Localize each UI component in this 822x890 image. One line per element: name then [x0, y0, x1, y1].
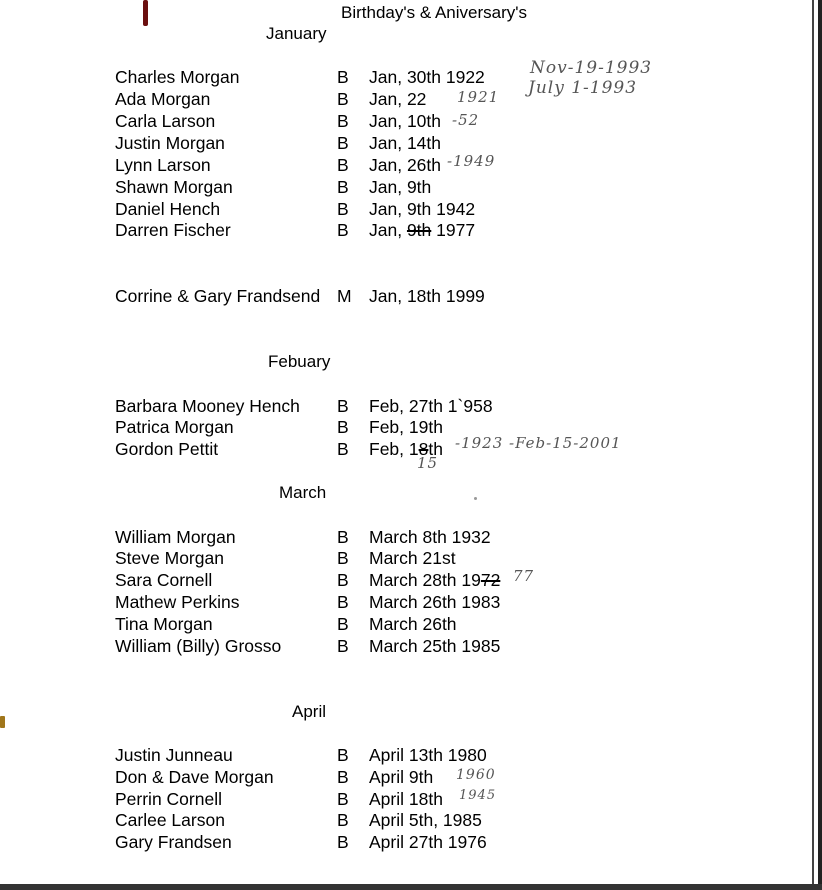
person-name: Steve Morgan — [115, 548, 224, 568]
person-name: Sara Cornell — [115, 570, 213, 590]
entry-type: B — [337, 111, 349, 131]
handwritten-note: 1960 — [456, 767, 496, 783]
entry-date: Jan, 26th — [369, 155, 441, 175]
entry-date — [369, 570, 500, 590]
person-name: Ada Morgan — [115, 89, 211, 109]
month-heading-february: Febuary — [268, 352, 331, 371]
entry-date: April 5th, 1985 — [369, 810, 482, 830]
entry-type: B — [337, 832, 349, 852]
entry-type: B — [337, 636, 349, 656]
month-heading-april: April — [292, 702, 327, 721]
person-name: Barbara Mooney Hench — [115, 396, 300, 416]
date-text: Feb, 1 — [369, 439, 419, 459]
entry-type: B — [337, 177, 349, 197]
person-name: Mathew Perkins — [115, 592, 240, 612]
date-text: th — [428, 439, 443, 459]
date-text: Jan, — [369, 220, 407, 240]
date-text: 1977 — [431, 220, 476, 240]
entry-date: Jan, 9th — [369, 177, 432, 197]
handwritten-note: July 1-1993 — [528, 78, 638, 98]
entry-type: B — [337, 396, 349, 416]
entry-type: B — [337, 810, 349, 830]
entry-date: April 13th 1980 — [369, 745, 487, 765]
person-name: Charles Morgan — [115, 67, 240, 87]
person-name: William Morgan — [115, 527, 236, 547]
entry-date: Jan, 18th 1999 — [369, 286, 485, 306]
struck-text: 9th — [406, 220, 432, 240]
entry-date — [369, 220, 475, 240]
struck-text: 8 — [418, 439, 429, 459]
handwritten-note: -1949 — [447, 152, 496, 170]
entry-type: B — [337, 745, 349, 765]
entry-type: B — [337, 570, 349, 590]
entry-date: Feb, 19th — [369, 417, 443, 437]
entry-type: B — [337, 439, 349, 459]
dust-speck — [474, 497, 477, 500]
entry-date: April 27th 1976 — [369, 832, 487, 852]
person-name: Patrica Morgan — [115, 417, 234, 437]
person-name: Carlee Larson — [115, 810, 225, 830]
scan-border-right — [818, 0, 822, 890]
handwritten-note: 15 — [417, 454, 439, 472]
entry-date: March 26th 1983 — [369, 592, 501, 612]
person-name: Perrin Cornell — [115, 789, 222, 809]
person-name: William (Billy) Grosso — [115, 636, 282, 656]
entry-type: B — [337, 67, 349, 87]
person-name: Carla Larson — [115, 111, 216, 131]
page-edge — [812, 0, 814, 890]
entry-date: April 9th — [369, 767, 434, 787]
entry-type: B — [337, 220, 349, 240]
entry-type: B — [337, 789, 349, 809]
person-name: Justin Junneau — [115, 745, 233, 765]
entry-type: B — [337, 89, 349, 109]
entry-type: B — [337, 199, 349, 219]
entry-date: March 21st — [369, 548, 456, 568]
entry-date: April 18th — [369, 789, 443, 809]
person-name: Tina Morgan — [115, 614, 213, 634]
handwritten-note: 77 — [513, 567, 535, 585]
entry-date: Jan, 30th 1922 — [369, 67, 485, 87]
stain-mark — [0, 716, 5, 728]
person-name: Don & Dave Morgan — [115, 767, 274, 787]
handwritten-note: -1923 -Feb-15-2001 — [455, 434, 622, 452]
person-name: Gordon Pettit — [115, 439, 219, 459]
person-name: Shawn Morgan — [115, 177, 233, 197]
entry-type: B — [337, 133, 349, 153]
person-name: Justin Morgan — [115, 133, 225, 153]
ink-mark — [143, 0, 148, 26]
entry-date: March 26th — [369, 614, 457, 634]
person-name: Daniel Hench — [115, 199, 221, 219]
struck-text: 72 — [480, 570, 501, 590]
person-name: Gary Frandsen — [115, 832, 232, 852]
entry-date: Jan, 22 — [369, 89, 427, 109]
entry-date: Feb, 27th 1`958 — [369, 396, 493, 416]
handwritten-note: 1921 — [457, 88, 500, 106]
date-text: March 28th 19 — [369, 570, 481, 590]
entry-date: Jan, 9th 1942 — [369, 199, 476, 219]
entry-type: B — [337, 614, 349, 634]
entry-type: B — [337, 155, 349, 175]
entry-type: B — [337, 767, 349, 787]
person-name: Darren Fischer — [115, 220, 231, 240]
entry-type: M — [337, 286, 352, 306]
entry-date: March 8th 1932 — [369, 527, 491, 547]
entry-date: Jan, 10th — [369, 111, 441, 131]
entry-type: B — [337, 592, 349, 612]
handwritten-note: Nov-19-1993 — [530, 58, 653, 78]
person-name: Lynn Larson — [115, 155, 211, 175]
couple-name: Corrine & Gary Frandsend — [115, 286, 321, 306]
handwritten-note: -52 — [452, 111, 480, 129]
month-heading-march: March — [279, 483, 327, 502]
entry-type: B — [337, 417, 349, 437]
entry-date: Jan, 14th — [369, 133, 441, 153]
entry-date: March 25th 1985 — [369, 636, 501, 656]
document-title: Birthday's & Aniversary's — [341, 3, 528, 22]
month-heading-january: January — [266, 24, 327, 43]
entry-type: B — [337, 548, 349, 568]
handwritten-note: 1945 — [459, 788, 497, 803]
entry-type: B — [337, 527, 349, 547]
scan-border-bottom — [0, 884, 822, 890]
